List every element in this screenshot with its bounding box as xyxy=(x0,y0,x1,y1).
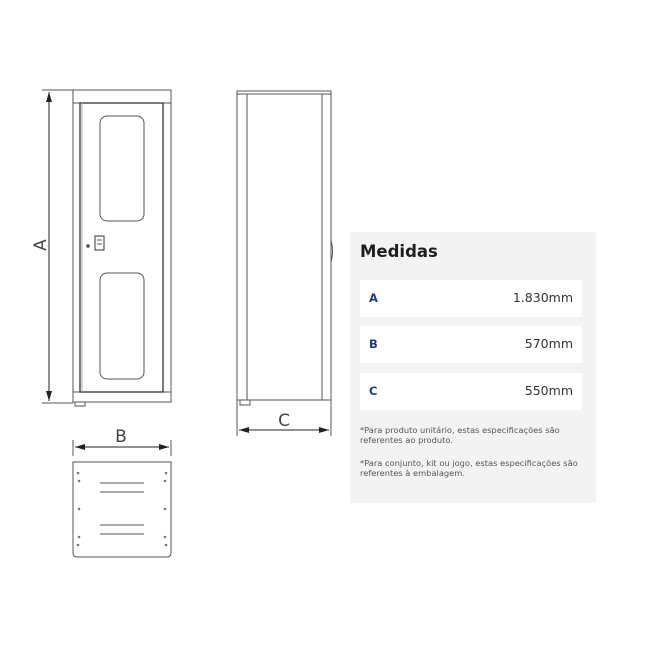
measurement-value: 550mm xyxy=(524,383,573,398)
measurement-key: C xyxy=(369,384,378,398)
measurements-panel xyxy=(350,232,596,503)
measurement-row-c xyxy=(360,373,582,410)
lock-icon xyxy=(87,245,90,248)
measurement-value: 570mm xyxy=(524,336,573,351)
measurement-key: A xyxy=(369,291,378,305)
measurement-row-b xyxy=(360,326,582,363)
side-view xyxy=(237,91,333,405)
dimension-c-label: C xyxy=(278,411,290,431)
note-kit-package: *Para conjunto, kit ou jogo, estas especificações são referentes à embalagem. xyxy=(360,458,578,478)
note-unit-product: *Para produto unitário, estas especificações são referentes ao produto. xyxy=(360,425,560,445)
dimension-a-label: A xyxy=(31,239,51,251)
panel-title: Medidas xyxy=(360,242,438,261)
measurement-row-a xyxy=(360,280,582,317)
dimension-b-label: B xyxy=(115,427,127,447)
measurement-value: 1.830mm xyxy=(512,290,573,305)
front-view xyxy=(73,90,171,406)
measurement-key: B xyxy=(369,337,378,351)
top-view xyxy=(73,462,171,557)
